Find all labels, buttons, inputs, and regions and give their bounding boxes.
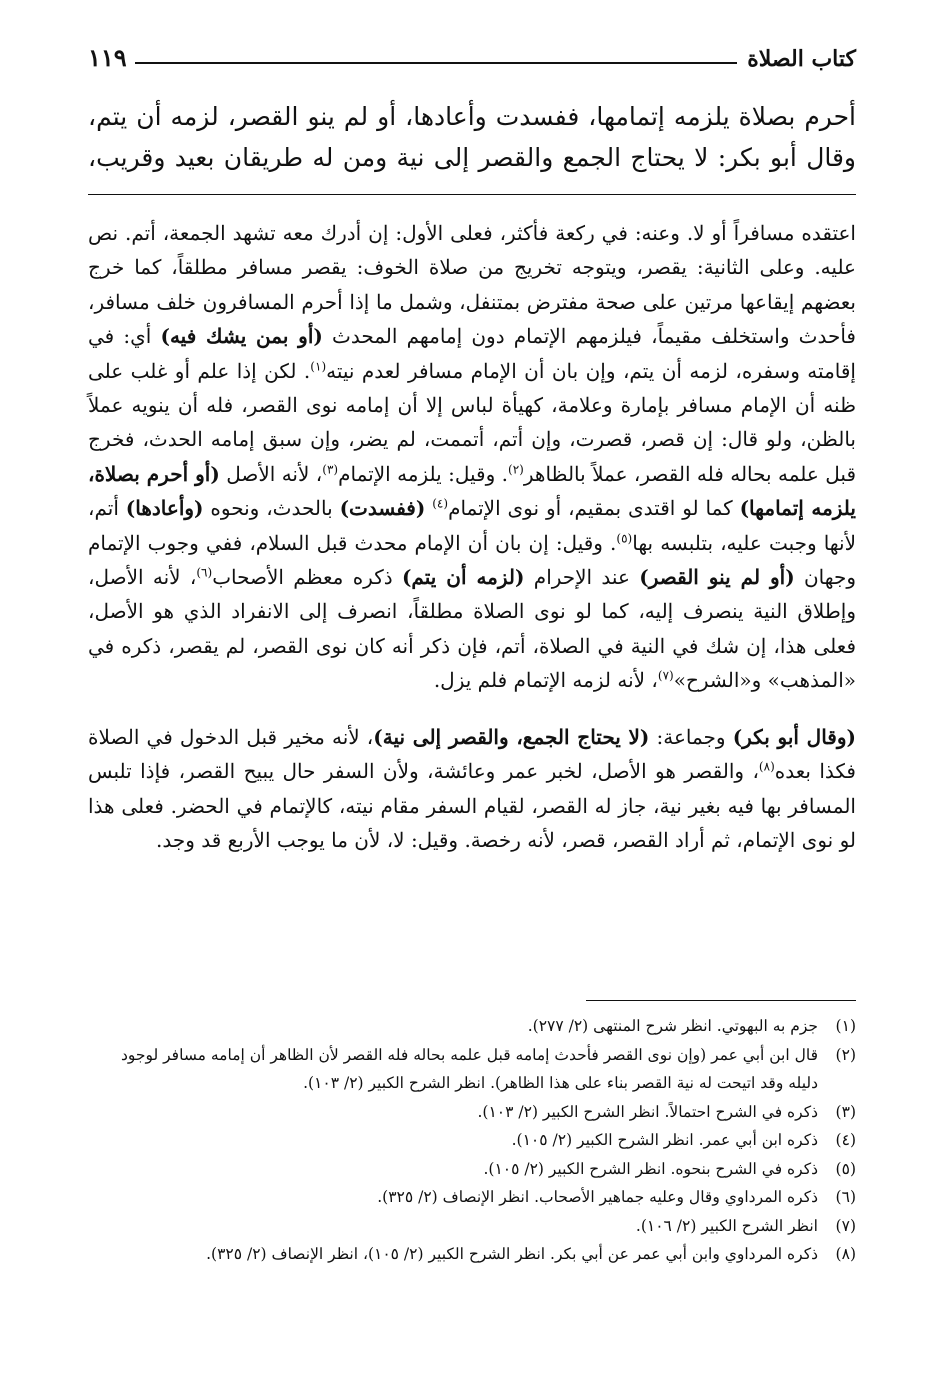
footnote-separator [586, 1000, 856, 1001]
footnote-text: ذكره في الشرح بنحوه. انظر الشرح الكبير (٢/ ١٠٥). [483, 1159, 818, 1178]
footnote-ref[interactable]: (٣) [322, 462, 339, 477]
commentary-text: ، والقصر هو الأصل، لخبر عمر وعائشة، ولأن السفر حال يبيح القصر، فإذا تلبس المسافر بها فيه بغير نية، جاز له القصر، لقيام السفر مقام نيته، كالإتمام في الحضر. فعلى هذا لو نوى الإتمام، ثم أراد القصر، قصر، لأنه رخصة. وقيل: لا، لأن ما يوجب الأربع قد وجد. [88, 759, 856, 852]
footnote-number: (٣) [835, 1102, 856, 1121]
running-title: كتاب الصلاة [747, 46, 856, 72]
footnote-number: (٢) [835, 1045, 856, 1064]
commentary-text: اعتقده مسافراً أو لا. وعنه: في ركعة فأكثر، فعلى الأول: إن أدرك معه تشهد الجمعة، أتم. نص عليه. وعلى الثانية: يقصر، ويتوجه تخريج من صلاة الخوف: يقصر مسافر مطلقاً، كما خرج بعضهم إيقاعها مرتين على صحة مفترض بمتنفل، وشمل ما إذا أحرم المسافرون خلف مسافر، فأحدث واستخلف مقيماً، فيلزمهم الإتمام دون إمامهم المحدث [88, 221, 856, 349]
matn-line: أحرم بصلاة يلزمه إتمامها، ففسدت وأعادها، أو لم ينو القصر، لزمه أن يتم، [88, 102, 856, 131]
footnote-number: (١) [835, 1017, 856, 1035]
footnote-ref[interactable]: (٥) [616, 531, 633, 545]
quoted-matn: (وأعادها) [125, 496, 204, 521]
commentary-text: كما لو اقتدى بمقيم، أو نوى الإتمام [448, 496, 740, 521]
commentary-text: ، لأنه لزمه الإتمام فلم يزل. [433, 668, 658, 693]
footnote-number: (٧) [835, 1216, 856, 1235]
quoted-matn: (وقال أبو بكر) [732, 724, 856, 749]
commentary-text: ذكره معظم الأصحاب [212, 565, 402, 590]
commentary-text: عند الإحرام [524, 565, 640, 590]
footnote-ref[interactable]: (٧) [657, 668, 674, 683]
footnote-number: (٥) [835, 1159, 856, 1178]
footnote-text: ذكره ابن أبي عمر. انظر الشرح الكبير (٢/ ١٠٥). [511, 1131, 818, 1149]
matn-line: وقال أبو بكر: لا يحتاج الجمع والقصر إلى نية ومن له طريقان بعيد وقريب، [88, 143, 856, 172]
commentary-paragraph-1 [88, 216, 856, 698]
footnote [88, 1212, 856, 1241]
header-rule [135, 62, 738, 64]
footnote-text: انظر الشرح الكبير (٢/ ١٠٦). [635, 1216, 818, 1235]
commentary-text: وجماعة: [649, 724, 733, 749]
footnote-ref[interactable]: (٢) [508, 462, 524, 477]
footnote [88, 1041, 856, 1098]
footnote-number: (٤) [835, 1131, 856, 1149]
footnote-text: قال ابن أبي عمر (وإن نوى القصر فأحدث إمامه قبل علمه بحاله فله القصر لأن الظاهر أن إمامه مسافر لوجود دليله وقد اتيحت له نية القصر بناء على هذا الظاهر). انظر الشرح الكبير (٢/ ١٠٣). [120, 1045, 818, 1092]
footnote-text: ذكره في الشرح احتمالاً. انظر الشرح الكبير (٢/ ١٠٣). [477, 1102, 818, 1121]
commentary-text: ، لأنه الأصل، وإطلاق النية ينصرف إليه، كما لو نوى الصلاة مطلقاً، انصرف إلى الانفراد الذي هو الأصل، فعلى هذا، إن شك في النية في الصلاة، أتم، فإن ذكر أنه كان نوى القصر، لم يقصر، ذكره في «المذهب» و«الشرح» [88, 565, 857, 693]
quoted-matn: (ففسدت) [339, 496, 426, 521]
commentary-text: . وقيل: يلزمه الإتمام [338, 461, 509, 486]
commentary-text: . وقيل: إن بان أن الإمام محدث قبل السلام، ففي وجوب الإتمام وجهان [88, 530, 857, 590]
commentary-text: ، لأنه مخير قبل الدخول في الصلاة فكذا بعده [88, 724, 856, 784]
commentary-text: بالحدث، ونحوه [203, 496, 340, 521]
footnote-ref[interactable]: (٤) [432, 496, 449, 511]
quoted-matn: (لا يحتاج الجمع، والقصر إلى نية) [373, 724, 650, 749]
quoted-matn: (أو بمن يشك فيه) [160, 324, 323, 349]
quoted-matn: (أو لم ينو القصر) [639, 565, 795, 590]
matn-text [88, 96, 856, 178]
footnotes [88, 1012, 856, 1269]
footnote [88, 1155, 856, 1184]
footnote [88, 1126, 856, 1155]
commentary-paragraph-2 [88, 720, 856, 858]
page-number: ١١٩ [88, 43, 127, 72]
commentary [88, 216, 856, 857]
quoted-matn: (لزمه أن يتم) [401, 565, 525, 590]
footnote-ref[interactable]: (١) [310, 358, 327, 373]
footnote-text: ذكره المرداوي وقال وعليه جماهير الأصحاب. انظر الإنصاف (٢/ ٣٢٥). [377, 1188, 818, 1206]
commentary-text: . لكن إذا علم أو غلب على ظنه أن الإمام مسافر بإمارة وعلامة، كهيأة لباس إلا أن إمامه نوى القصر، فله أن ينويه عملاً بالظن، ولو قال: إن قصر، قصرت، وإن أتم، أتممت، لم يضر، وإن سبق إمامه الحدث، فخرج قبل علمه بحاله فله القصر، عملاً بالظاهر [88, 358, 857, 486]
quoted-matn: (أو أحرم بصلاة، يلزمه إتمامها) [88, 461, 856, 521]
footnote-text: جزم به البهوتي. انظر شرح المنتهى (٢/ ٢٧٧). [527, 1017, 818, 1035]
footnote [88, 1183, 856, 1212]
footnote-ref[interactable]: (٦) [196, 565, 213, 580]
footnote-number: (٨) [835, 1245, 856, 1263]
page-header [88, 38, 856, 72]
footnote-text: ذكره المرداوي وابن أبي عمر عن أبي بكر. انظر الشرح الكبير (٢/ ١٠٥)، انظر الإنصاف (٢/ ٣٢٥). [206, 1245, 818, 1263]
footnote [88, 1012, 856, 1041]
footnote-number: (٦) [835, 1188, 856, 1206]
footnote [88, 1098, 856, 1127]
commentary-text: أتم، لأنها وجبت عليه، بتلبسه بها [88, 496, 856, 555]
footnote-ref[interactable]: (٨) [758, 759, 775, 774]
matn-separator [88, 194, 856, 195]
commentary-text: أي: في إقامته وسفره، لزمه أن يتم، وإن بان أن الإمام مسافر لعدم نيته [88, 324, 856, 383]
footnote [88, 1240, 856, 1269]
commentary-text: ، لأنه الأصل [219, 461, 323, 486]
